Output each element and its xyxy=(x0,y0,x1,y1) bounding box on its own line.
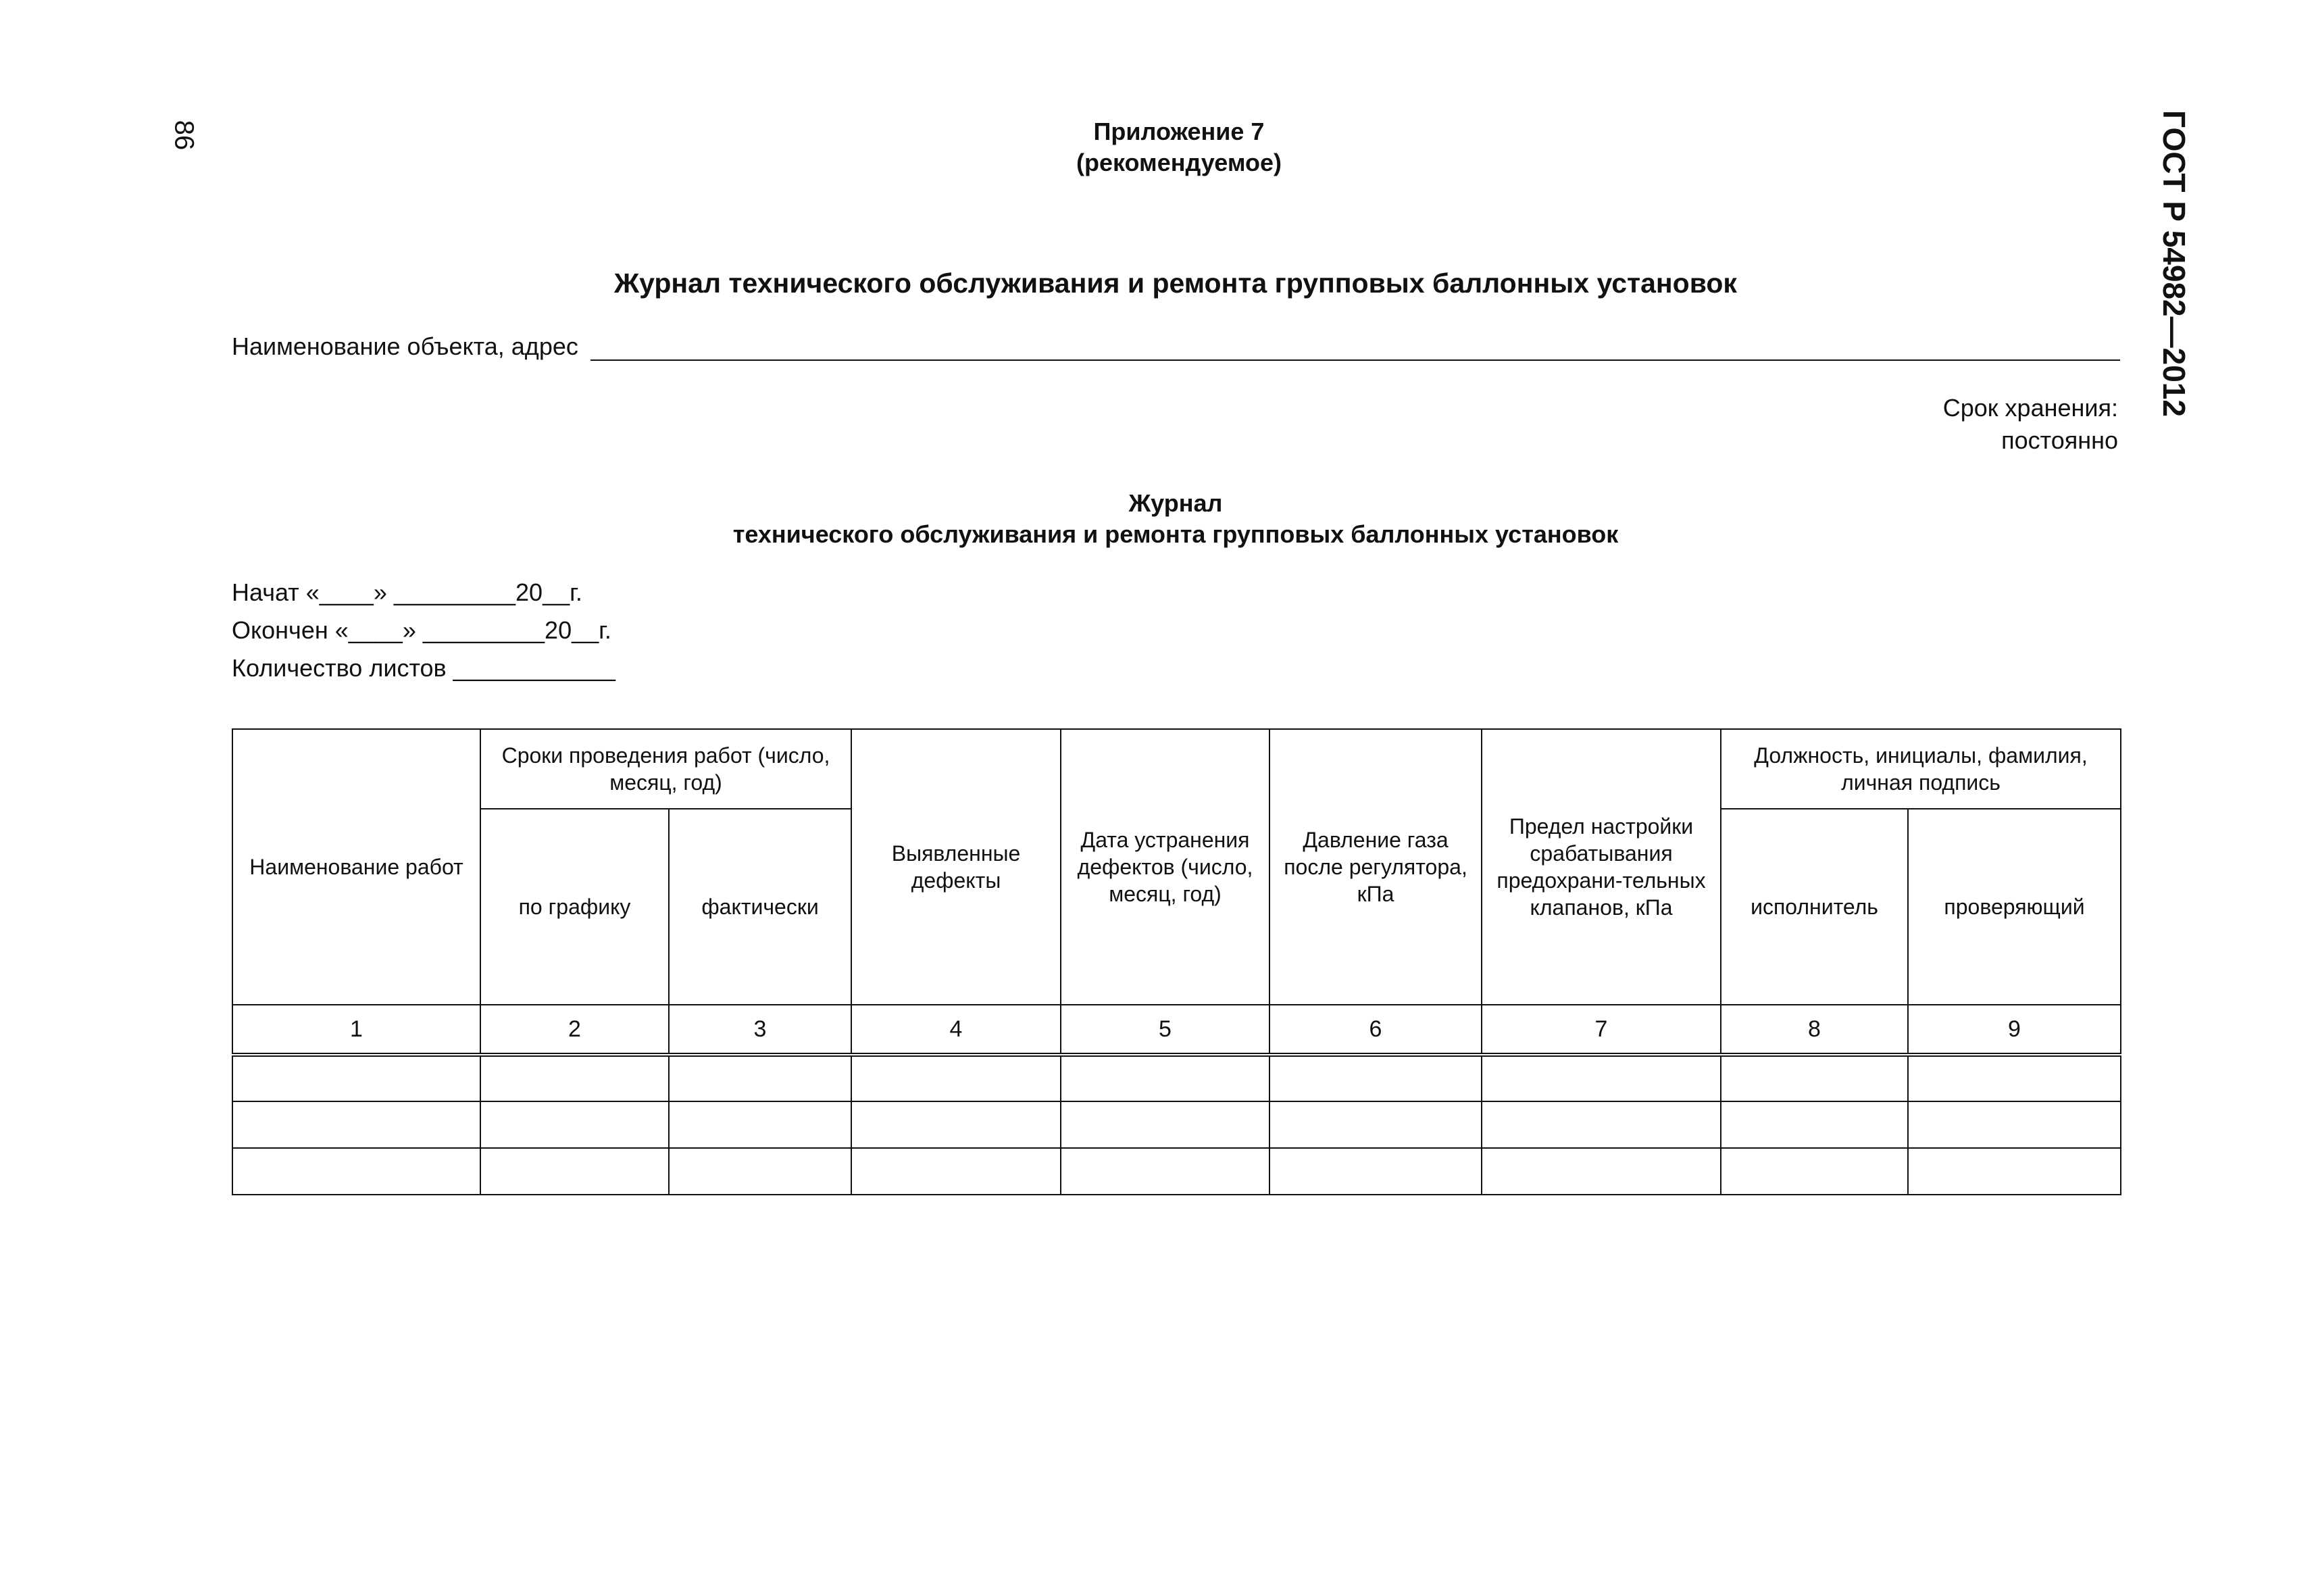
table-cell[interactable] xyxy=(1908,1101,2121,1148)
object-address-label: Наименование объекта, адрес xyxy=(232,332,578,360)
main-title: Журнал технического обслуживания и ремонта групповых баллонных установок xyxy=(614,268,1737,299)
header-scheduled: по графику xyxy=(480,809,669,1005)
column-number: 5 xyxy=(1061,1005,1269,1055)
column-number-row xyxy=(232,1005,2121,1055)
table-cell[interactable] xyxy=(1269,1101,1482,1148)
table-cell[interactable] xyxy=(669,1148,851,1195)
column-number: 3 xyxy=(669,1005,851,1055)
column-number: 8 xyxy=(1721,1005,1908,1055)
column-number: 7 xyxy=(1482,1005,1721,1055)
table-cell[interactable] xyxy=(232,1101,480,1148)
object-address-field[interactable] xyxy=(590,335,2120,361)
table-row xyxy=(232,1101,2121,1148)
page-number: 86 xyxy=(169,120,199,151)
table-cell[interactable] xyxy=(1061,1148,1269,1195)
journal-ended: Окончен «____» _________20__г. xyxy=(232,616,611,644)
sheet-count: Количество листов ____________ xyxy=(232,654,615,682)
table-cell[interactable] xyxy=(232,1148,480,1195)
table-cell[interactable] xyxy=(1269,1148,1482,1195)
header-performer: исполнитель xyxy=(1721,809,1908,1005)
journal-title-line2: технического обслуживания и ремонта групповых баллонных установок xyxy=(732,520,1619,548)
table-cell[interactable] xyxy=(851,1101,1061,1148)
table-row xyxy=(232,1055,2121,1101)
object-address-line xyxy=(232,332,2120,361)
journal-started: Начат «____» _________20__г. xyxy=(232,578,582,606)
appendix-kind: (рекомендуемое) xyxy=(1076,149,1282,176)
table-cell[interactable] xyxy=(232,1055,480,1101)
table-cell[interactable] xyxy=(1482,1055,1721,1101)
header-row-top xyxy=(232,729,2121,809)
table-cell[interactable] xyxy=(1721,1055,1908,1101)
maintenance-log-table xyxy=(232,728,2121,1195)
table-cell[interactable] xyxy=(669,1055,851,1101)
table-cell[interactable] xyxy=(1061,1055,1269,1101)
column-number: 6 xyxy=(1269,1005,1482,1055)
table-cell[interactable] xyxy=(480,1101,669,1148)
retention-label: Срок хранения: xyxy=(1942,394,2118,422)
journal-title-line1: Журнал xyxy=(1128,489,1223,517)
header-inspector: проверяющий xyxy=(1908,809,2121,1005)
table-cell[interactable] xyxy=(1908,1148,2121,1195)
column-number: 2 xyxy=(480,1005,669,1055)
table-cell[interactable] xyxy=(669,1101,851,1148)
column-number: 9 xyxy=(1908,1005,2121,1055)
table-cell[interactable] xyxy=(1061,1101,1269,1148)
appendix-heading xyxy=(1067,116,1290,178)
table-cell[interactable] xyxy=(1908,1055,2121,1101)
retention-value: постоянно xyxy=(2001,426,2118,454)
table-cell[interactable] xyxy=(1482,1148,1721,1195)
header-valve-limit: Предел настройки срабатывания предохрани-тельных клапанов, кПа xyxy=(1482,729,1721,1005)
table-cell[interactable] xyxy=(1269,1055,1482,1101)
standard-label: ГОСТ Р 54982—2012 xyxy=(2157,110,2192,417)
column-number: 4 xyxy=(851,1005,1061,1055)
table-cell[interactable] xyxy=(851,1055,1061,1101)
journal-title xyxy=(230,488,2121,550)
table-cell[interactable] xyxy=(480,1148,669,1195)
appendix-title: Приложение 7 xyxy=(1093,118,1265,145)
table-cell[interactable] xyxy=(1721,1148,1908,1195)
retention-block xyxy=(1943,392,2118,457)
table-cell[interactable] xyxy=(851,1148,1061,1195)
header-defects: Выявленные дефекты xyxy=(851,729,1061,1005)
header-pressure: Давление газа после регулятора, кПа xyxy=(1269,729,1482,1005)
table-row xyxy=(232,1148,2121,1195)
header-signature-group: Должность, инициалы, фамилия, личная подпись xyxy=(1721,729,2121,809)
header-actual: фактически xyxy=(669,809,851,1005)
header-work-name: Наименование работ xyxy=(232,729,480,1005)
column-number: 1 xyxy=(232,1005,480,1055)
table-cell[interactable] xyxy=(1482,1101,1721,1148)
table-cell[interactable] xyxy=(1721,1101,1908,1148)
table-cell[interactable] xyxy=(480,1055,669,1101)
header-timing-group: Сроки проведения работ (число, месяц, год) xyxy=(480,729,851,809)
header-fix-date: Дата устранения дефектов (число, месяц, год) xyxy=(1061,729,1269,1005)
